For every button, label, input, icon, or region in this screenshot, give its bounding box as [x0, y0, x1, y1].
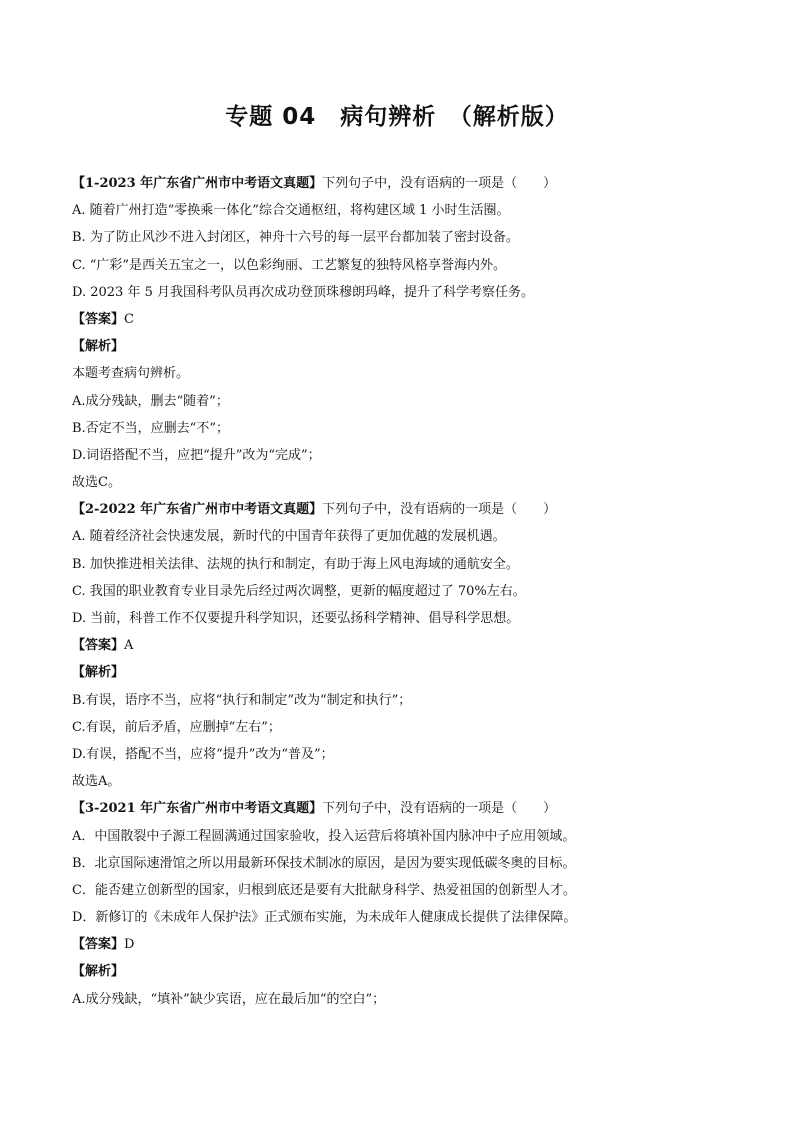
option-b: B. 为了防止风沙不进入封闭区，神舟十六号的每一层平台都加装了密封设备。 — [72, 230, 519, 246]
option-d: D. 2023 年 5 月我国科考队员再次成功登顶珠穆朗玛峰，提升了科学考察任务。 — [72, 284, 534, 300]
question-stem — [72, 170, 732, 197]
document-body — [72, 170, 732, 1013]
option-a: A. 随着广州打造“零换乘一体化”综合交通枢纽，将构建区域 1 小时生活圈。 — [72, 203, 510, 219]
question-prompt: 下列句子中，没有语病的一项是（ ） — [322, 176, 557, 191]
question-source-tag: 【1-2023 年广东省广州市中考语文真题】 — [72, 176, 323, 191]
question-source-tag: 【3-2021 年广东省广州市中考语文真题】 — [72, 801, 323, 817]
analysis-label: 【解析】 — [72, 339, 125, 355]
analysis-label: 【解析】 — [72, 665, 125, 681]
analysis-line: 本题考查病句辨析。 — [72, 366, 190, 382]
option-a: A．中国散裂中子源工程圆满通过国家验收，投入运营后将填补国内脉冲中子应用领域。 — [72, 828, 576, 844]
answer-line — [72, 931, 732, 958]
analysis-line: B.否定不当，应删去“不”； — [72, 420, 229, 436]
option-d: D. 当前，科普工作不仅要提升科学知识，还要弘扬科学精神、倡导科学思想。 — [72, 611, 520, 626]
analysis-line: 故选A。 — [72, 774, 121, 790]
question-1 — [72, 170, 732, 496]
option-c: C．能否建立创新型的国家，归根到底还是要有大批献身科学、热爱祖国的创新型人才。 — [72, 882, 576, 898]
answer-label: 【答案】 — [72, 638, 125, 654]
question-source-tag: 【2-2022 年广东省广州市中考语文真题】 — [72, 502, 323, 518]
question-stem — [72, 496, 732, 523]
analysis-label: 【解析】 — [72, 964, 125, 980]
page-title: 专题 04 病句辨析 （解析版） — [225, 104, 569, 130]
answer-value: C — [124, 311, 134, 327]
question-2 — [72, 496, 732, 795]
analysis-line: D.词语搭配不当，应把“提升”改为“完成”； — [72, 447, 321, 463]
analysis-line: A.成分残缺，删去“随着”； — [72, 393, 229, 409]
question-stem — [72, 795, 732, 822]
option-c: C. “广彩”是西关五宝之一，以色彩绚丽、工艺繁复的独特风格享誉海内外。 — [72, 257, 507, 273]
option-b: B. 加快推进相关法律、法规的执行和制定，有助于海上风电海域的通航安全。 — [72, 556, 519, 572]
analysis-line: C.有误，前后矛盾，应删掉“左右”； — [72, 719, 281, 735]
answer-label: 【答案】 — [72, 937, 125, 953]
option-a: A. 随着经济社会快速发展，新时代的中国青年获得了更加优越的发展机遇。 — [72, 529, 506, 545]
analysis-line: 故选C。 — [72, 475, 121, 491]
answer-line — [72, 306, 732, 333]
answer-line — [72, 632, 732, 659]
analysis-line: A.成分残缺，“填补”缺少宾语，应在最后加“的空白”； — [72, 991, 386, 1007]
answer-label: 【答案】 — [72, 311, 125, 327]
option-c: C. 我国的职业教育专业目录先后经过两次调整，更新的幅度超过了 70%左右。 — [72, 583, 526, 599]
option-d: D．新修订的《未成年人保护法》正式颁布实施，为未成年人健康成长提供了法律保障。 — [72, 910, 577, 926]
option-b: B．北京国际速滑馆之所以用最新环保技术制冰的原因，是因为要实现低碳冬奥的目标。 — [72, 855, 576, 871]
analysis-line: D.有误，搭配不当，应将“提升”改为“普及”； — [72, 746, 334, 762]
question-prompt: 下列句子中，没有语病的一项是（ ） — [322, 801, 557, 817]
question-prompt: 下列句子中，没有语病的一项是（ ） — [322, 502, 557, 518]
answer-value: D — [124, 937, 135, 953]
analysis-line: B.有误，语序不当，应将“执行和制定”改为“制定和执行”； — [72, 692, 412, 708]
answer-value: A — [124, 638, 134, 654]
question-3 — [72, 795, 732, 1013]
